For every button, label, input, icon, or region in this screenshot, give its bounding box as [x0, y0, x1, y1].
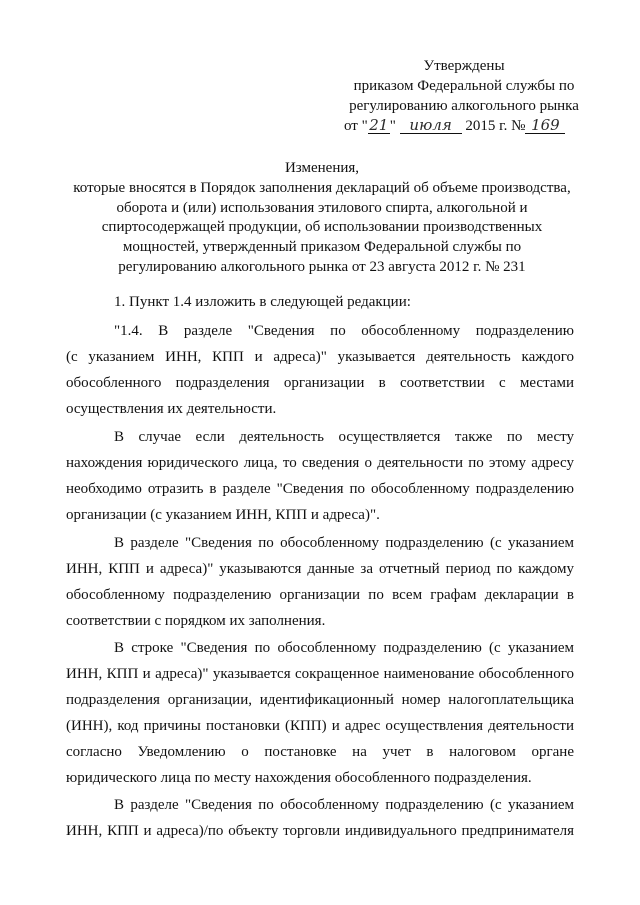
paragraph-line: (с указанием ИНН, КПП и адреса)" указывается деятельность каждого [66, 349, 574, 365]
paragraph-line: согласно Уведомлению о постановке на учет в налоговом органе [66, 744, 574, 760]
paragraph-line: ИНН, КПП и адреса)" указывается сокращенное наименование обособленного [66, 666, 574, 682]
paragraph-line: обособленному подразделению организации по всем графам декларации в [66, 587, 574, 603]
paragraph-line: организации (с указанием ИНН, КПП и адреса)". [66, 507, 380, 523]
paragraph-line: осуществления их деятельности. [66, 401, 277, 417]
paragraph-line: В строке "Сведения по обособленному подразделению (с указанием [114, 640, 574, 656]
approval-block [344, 56, 584, 136]
paragraph-line: юридического лица по месту нахождения обособленного подразделения. [66, 770, 532, 786]
paragraph-line: (ИНН), код причины постановки (КПП) и адрес осуществления деятельности [66, 718, 574, 734]
paragraph-line: ИНН, КПП и адреса)/по объекту торговли индивидуального предпринимателя [66, 823, 574, 839]
paragraph-1 [66, 289, 574, 315]
paragraph-line: нахождения юридического лица, то сведения о деятельности по этому адресу [66, 455, 574, 471]
title-line: регулированию алкогольного рынка от 23 августа 2012 г. № 231 [118, 258, 526, 275]
paragraph-line: соответствии с порядком их заполнения. [66, 613, 326, 629]
paragraph-line: В разделе "Сведения по обособленному подразделению (с указанием [114, 535, 574, 551]
order-number-handwritten: 169 [525, 117, 565, 134]
approval-date-line [344, 116, 584, 136]
approval-order-line: приказом Федеральной службы по [353, 78, 575, 94]
title-line: мощностей, утвержденный приказом Федеральной службы по [122, 239, 522, 256]
date-day-handwritten: 21 [369, 116, 389, 134]
date-prefix: от " [344, 118, 368, 134]
date-quote: " [389, 118, 400, 134]
approval-heading: Утверждены [423, 58, 505, 74]
paragraph-2 [66, 318, 574, 422]
paragraph-line: В случае если деятельность осуществляется также по месту [114, 429, 574, 445]
paragraph-line: обособленного подразделения организации в соответствии с местами [66, 375, 574, 391]
paragraph-5 [66, 635, 574, 791]
paragraph-line: необходимо отразить в разделе "Сведения по обособленному подразделению [66, 481, 574, 497]
paragraph-6 [66, 792, 574, 844]
document-title [60, 159, 584, 278]
paragraph-line: "1.4. В разделе "Сведения по обособленному подразделению [114, 323, 574, 339]
approval-agency-line: регулированию алкогольного рынка [349, 98, 579, 114]
date-year: 2015 г. № [461, 118, 526, 134]
paragraph-4 [66, 530, 574, 634]
paragraph-line: 1. Пункт 1.4 изложить в следующей редакции: [114, 294, 411, 310]
paragraph-line: В разделе "Сведения по обособленному подразделению (с указанием [114, 797, 574, 813]
paragraph-3 [66, 424, 574, 528]
title-line: оборота и (или) использования этилового спирта, алкогольной и [116, 199, 528, 216]
paragraph-line: подразделения организации, идентификационный номер налогоплательщика [66, 692, 574, 708]
title-line: спиртосодержащей продукции, об использовании производственных [101, 219, 543, 236]
title-heading: Изменения, [284, 160, 360, 176]
paragraph-line: ИНН, КПП и адреса)" указываются данные за отчетный период по каждому [66, 561, 574, 577]
title-line: которые вносятся в Порядок заполнения деклараций об объеме производства, [73, 179, 571, 196]
date-month-handwritten: июля [400, 117, 462, 134]
